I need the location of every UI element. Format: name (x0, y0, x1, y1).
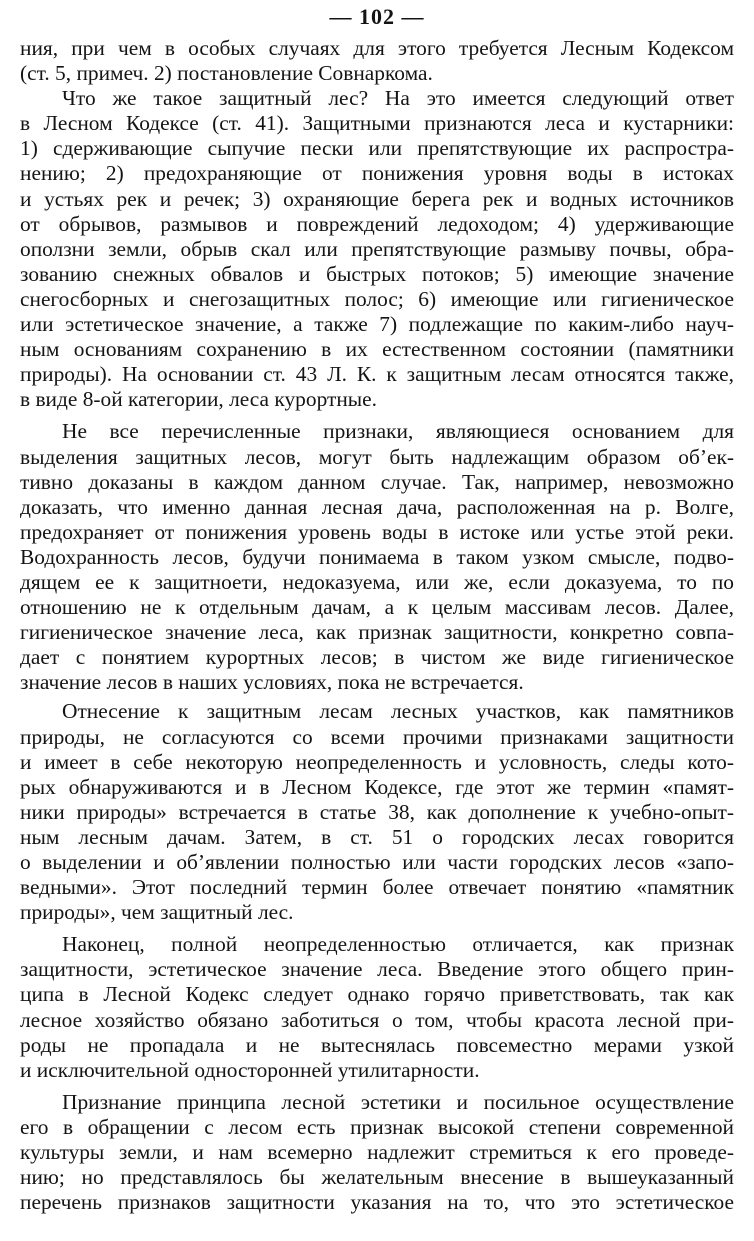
text-line: дает с понятием курортных лесов; в чистом же виде гигиеническое (20, 645, 734, 670)
text-line: от обрывов, размывов и повреждений ледоходом; 4) удерживающие (20, 211, 734, 236)
text-line: природы», чем защитный лес. (20, 900, 294, 925)
text-line: предохраняет от понижения уровень воды в истоке или устье этой реки. (20, 519, 734, 544)
text-line: оползни земли, обрыв скал или препятствующие размыву почвы, обра- (20, 236, 734, 261)
text-line: природы, не согласуются со всеми прочими признаками защитности (20, 724, 734, 749)
text-line: снегосборных и снегозащитных полос; 6) имеющие или гигиеническое (20, 286, 734, 311)
text-line: или эстетическое значение, а также 7) подлежащие по каким-либо науч- (20, 312, 734, 337)
text-line: о выделении и об’явлении полностью или части городских лесов «запо- (20, 850, 734, 874)
text-line: Не все перечисленные признаки, являющиеся основанием для (62, 419, 734, 444)
text-line: ципа в Лесной Кодекс следует однако горячо приветствовать, так как (20, 982, 734, 1007)
text-line: тивно доказаны в каждом данном случае. Так, например, невозможно (20, 469, 734, 494)
text-line: Водохранность лесов, будучи понимаема в таком узком смысле, подво- (20, 544, 734, 569)
book-page (20, 0, 734, 1215)
text-line: роды не пропадала и не вытеснялась повсеместно мерами узкой (20, 1032, 734, 1057)
text-line: в виде 8-ой категории, леса курортные. (20, 387, 377, 412)
text-line: его в обращении с лесом есть признак высокой степени современной (20, 1114, 734, 1139)
text-line: Признание принципа лесной эстетики и посильное осуществление (62, 1089, 734, 1114)
text-line: 1) сдерживающие сыпучие пески или препятствующие их распростра- (20, 136, 734, 161)
text-line: зованию снежных обвалов и быстрых потоков; 5) имеющие значение (20, 261, 734, 286)
text-line: ным лесным дачам. Затем, в ст. 51 о городских лесах говорится (20, 824, 734, 849)
text-body (20, 36, 734, 1215)
text-line: ники природы» встречается в статье 38, как дополнение к учебно-опыт- (20, 799, 734, 824)
text-line: гигиеническое значение леса, как признак защитности, конкретно совпа- (20, 620, 734, 645)
text-line: культуры земли, и нам всемерно надлежит стремиться к его проведе- (20, 1140, 734, 1165)
text-line: Наконец, полной неопределенностью отличается, как признак (62, 932, 734, 957)
paragraph (20, 86, 734, 412)
text-line: дящем ее к защитноети, недоказуема, или же, если доказуема, то по (20, 569, 734, 594)
text-line: и устьях рек и речек; 3) охраняющие берега рек и водных источников (20, 186, 734, 211)
text-line: лесное хозяйство обязано заботиться о том, чтобы красота лесной при- (20, 1007, 734, 1032)
text-line: ным основаниям сохранению в их естественном состоянии (памятники (20, 337, 734, 362)
text-line: рых обнаруживаются и в Лесном Кодексе, где этот же термин «памят- (20, 774, 734, 799)
text-line: ведными». Этот последний термин более отвечает понятию «памятник (20, 875, 734, 900)
text-line: доказать, что именно данная лесная дача, расположенная на р. Волге, (20, 494, 734, 519)
text-line: нению; 2) предохраняющие от понижения уровня воды в истоках (20, 161, 734, 186)
paragraph (20, 932, 734, 1083)
text-line: перечень признаков защитности указания на то, что это эстетическое (20, 1190, 734, 1215)
text-line: (ст. 5, примеч. 2) постановление Совнаркома. (20, 61, 433, 86)
text-line: выделения защитных лесов, могут быть надлежащим образом об’ек- (20, 444, 734, 469)
text-line: значение лесов в наших условиях, пока не встречается. (20, 670, 524, 695)
text-line: и имеет в себе некоторую неопределенность и условность, следы кото- (20, 749, 734, 774)
text-line: в Лесном Кодексе (ст. 41). Защитными признаются леса и кустарники: (20, 111, 734, 136)
paragraph (20, 699, 734, 925)
paragraph (20, 1090, 734, 1215)
paragraph (20, 36, 734, 86)
text-line: и исключительной односторонней утилитарности. (20, 1057, 480, 1082)
text-line: нию; но представлялось бы желательным внесение в вышеуказанный (20, 1165, 734, 1190)
page-number: — 102 — (329, 4, 425, 29)
text-line: отношению не к отдельным дачам, а к целым массивам лесов. Далее, (20, 595, 734, 620)
text-line: природы). На основании ст. 43 Л. К. к защитным лесам относятся также, (20, 362, 734, 387)
paragraph (20, 419, 734, 695)
text-line: Что же такое защитный лес? На это имеется следующий ответ (62, 86, 734, 111)
text-line: защитности, эстетическое значение леса. Введение этого общего прин- (20, 957, 734, 982)
text-line: ния, при чем в особых случаях для этого требуется Лесным Кодексом (20, 36, 734, 60)
text-line: Отнесение к защитным лесам лесных участков, как памятников (62, 699, 734, 724)
